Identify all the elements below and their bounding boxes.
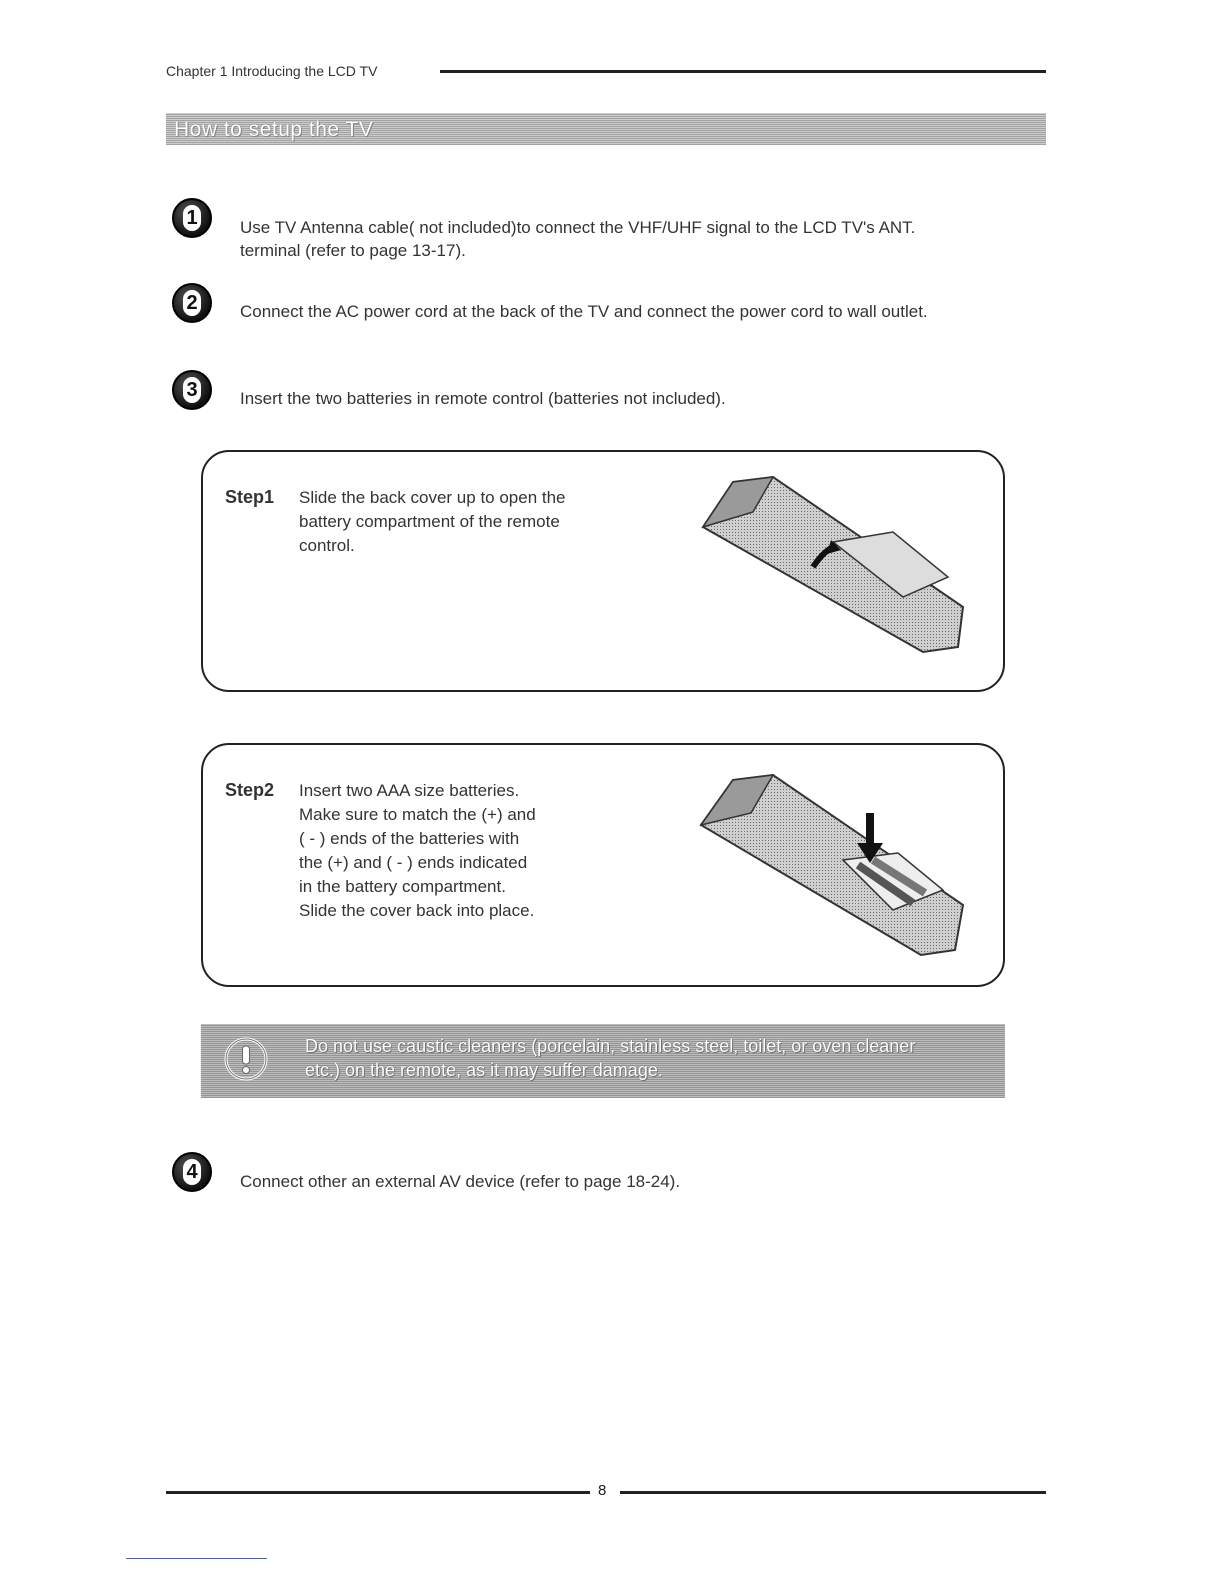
battery-step-2-line: Slide the cover back into place. (299, 901, 535, 920)
battery-step-1-line: control. (299, 536, 355, 555)
battery-step-2-line: Insert two AAA size batteries. (299, 781, 520, 800)
step-3-text: Insert the two batteries in remote control (batteries not included). (240, 389, 726, 408)
battery-step-2-line: in the battery compartment. (299, 877, 506, 896)
step-number-badge (172, 370, 212, 410)
step-4-text: Connect other an external AV device (refer to page 18-24). (240, 1172, 681, 1191)
step-number: 2 (183, 290, 201, 316)
footer-rule-left (166, 1491, 590, 1494)
battery-step-1-text (299, 486, 566, 558)
battery-step-2-text (299, 779, 536, 923)
battery-step-1-line: Slide the back cover up to open the (299, 488, 566, 507)
bottom-blue-line (126, 1558, 267, 1559)
page-number: 8 (598, 1482, 607, 1499)
warning-text (305, 1034, 995, 1082)
battery-step-2-label: Step2 (225, 780, 275, 800)
section-title-band (166, 113, 1046, 145)
section-title: How to setup the TV (174, 118, 374, 141)
chapter-header: Chapter 1 Introducing the LCD TV (166, 63, 378, 79)
footer-rule-right (620, 1491, 1046, 1494)
warning-band (201, 1024, 1005, 1098)
step-2-text: Connect the AC power cord at the back of the TV and connect the power cord to wall outlet. (240, 302, 928, 321)
battery-step-2-box (201, 743, 1005, 987)
warning-line-2: etc.) on the remote, as it may suffer damage. (305, 1060, 663, 1080)
battery-step-2-line: Make sure to match the (+) and (299, 805, 536, 824)
battery-step-1-label: Step1 (225, 487, 275, 507)
battery-step-2-line: the (+) and ( - ) ends indicated (299, 853, 528, 872)
step-1-text (240, 216, 915, 262)
remote-open-cover-illustration (693, 472, 973, 662)
step-1-line-2: terminal (refer to page 13-17). (240, 241, 466, 260)
step-1-line-1: Use TV Antenna cable( not included)to connect the VHF/UHF signal to the LCD TV's ANT. (240, 218, 916, 237)
remote-insert-batteries-illustration (693, 765, 973, 965)
step-number-badge (172, 1152, 212, 1192)
header-rule (440, 70, 1046, 73)
warning-line-1: Do not use caustic cleaners (porcelain, stainless steel, toilet, or oven cleaner (305, 1036, 916, 1056)
battery-step-1-line: battery compartment of the remote (299, 512, 560, 531)
step-number: 1 (183, 205, 201, 231)
step-number-badge (172, 198, 212, 238)
warning-icon (223, 1036, 269, 1082)
battery-step-1-box (201, 450, 1005, 692)
battery-step-2-line: ( - ) ends of the batteries with (299, 829, 520, 848)
step-number-badge (172, 283, 212, 323)
step-number: 4 (183, 1159, 201, 1185)
step-number: 3 (183, 377, 201, 403)
